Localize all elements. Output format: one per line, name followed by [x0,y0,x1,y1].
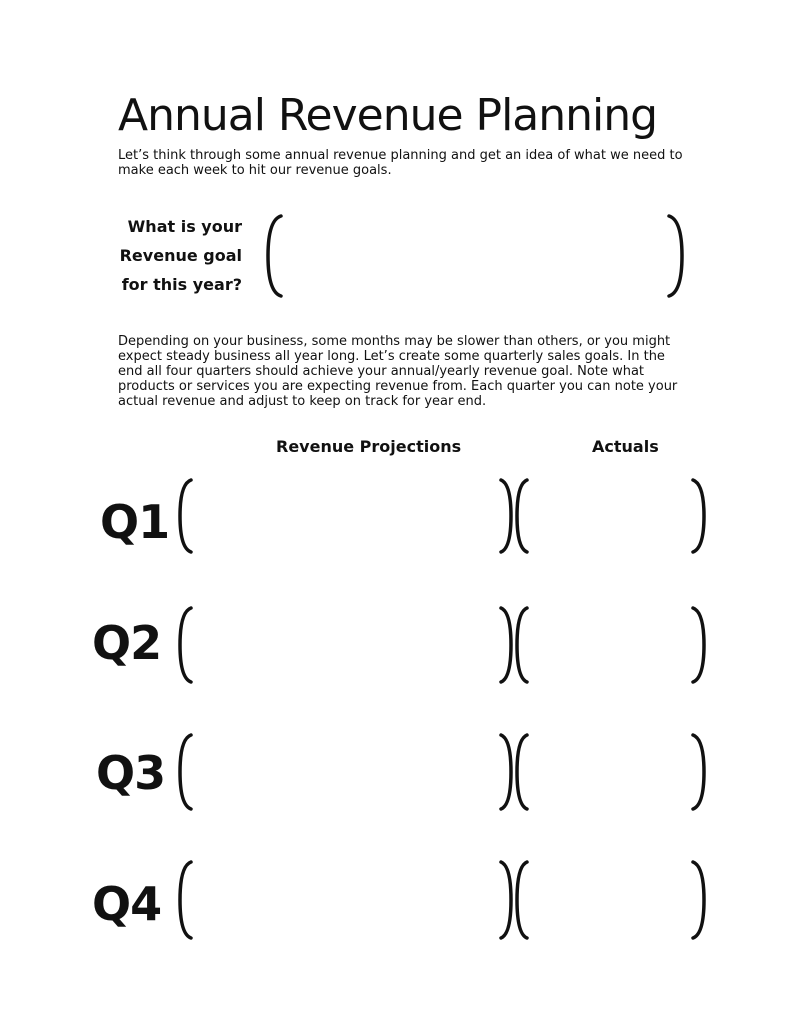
q2-actual-right-bracket [690,606,708,684]
q2-divider-brackets [498,606,530,684]
goal-right-bracket [666,214,686,298]
goal-left-bracket [264,214,284,298]
goal-question: What is your Revenue goal for this year? [119,217,242,294]
intro-text: Let’s think through some annual revenue planning and get an idea of what we need to make each week to hit our revenue goals. [118,148,683,178]
q1-actual-input[interactable] [534,482,690,550]
page-title: Annual Revenue Planning [118,90,658,141]
q2-actual-input[interactable] [534,610,690,680]
quarter-label-q1: Q1 [100,495,170,549]
quarter-label-q2: Q2 [92,616,162,670]
q1-actual-right-bracket [690,478,708,554]
q1-projection-input[interactable] [198,482,494,550]
quarter-label-q4: Q4 [92,877,162,931]
quarter-label-q3: Q3 [96,746,166,800]
q3-actual-right-bracket [690,733,708,811]
q1-projection-left-bracket [176,478,194,554]
q1-divider-brackets [498,478,530,554]
q3-divider-brackets [498,733,530,811]
q3-projection-input[interactable] [198,737,494,807]
column-header-projections: Revenue Projections [276,437,462,456]
goal-input[interactable] [290,220,660,292]
q3-actual-input[interactable] [534,737,690,807]
q3-projection-left-bracket [176,733,194,811]
instructions-text: Depending on your business, some months may be slower than others, or you might expect steady business all year long. Let’s create some quarterly sales goals. In the end all four quarters should achieve your annual/yearly revenue goal. Note what products or services you are expecting revenue from. Each quarter you can note your actual revenue and adjust to keep on track for year end. [118,334,678,409]
q4-actual-right-bracket [690,860,708,940]
q4-divider-brackets [498,860,530,940]
q2-projection-left-bracket [176,606,194,684]
column-header-actuals: Actuals [592,437,659,456]
q4-actual-input[interactable] [534,864,690,936]
q4-projection-input[interactable] [198,864,494,936]
q4-projection-left-bracket [176,860,194,940]
q2-projection-input[interactable] [198,610,494,680]
